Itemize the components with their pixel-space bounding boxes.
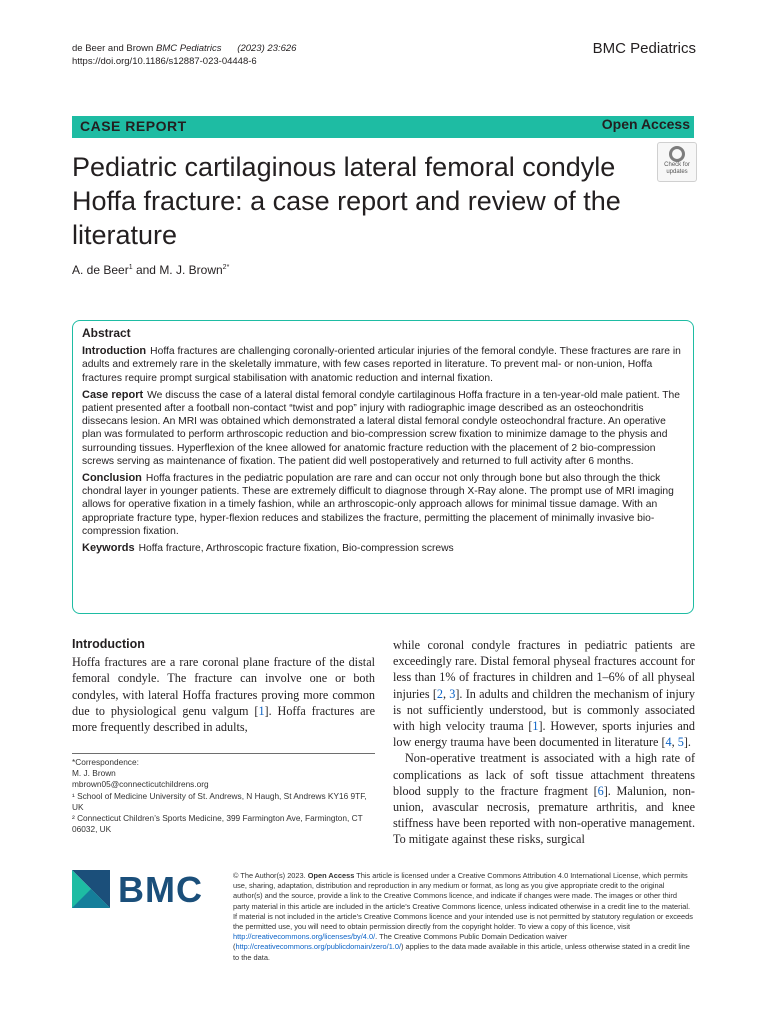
body-text: ,	[671, 735, 678, 750]
author-2-affiliation: 2*	[222, 264, 230, 271]
header-volume: (2023) 23:626	[237, 43, 297, 54]
license-body: This article is licensed under a Creative Commons Attribution 4.0 International License, which permits use, sharing, adaptation, distribution and reproduction in any medium or format, as long as you give appropriate credit to the original author(s) and the source, provide a link to the Creative Commons licence, and indicate if changes were made. The images or other third party material in this article are included in the article’s Creative Commons licence, unless indicated otherwise in a credit line to the material. If material is not included in the article’s Creative Commons licence and your intended use is not permitted by statutory regulation or exceeds the permitted use, you will need to obtain permission directly from the copyright holder. To view a copy of this licence, visit	[233, 871, 693, 932]
body-text: ]. However, sports injuries and low energy trauma have been documented in literature [	[393, 719, 695, 750]
abstract-introduction	[82, 345, 685, 385]
abstract-conclusion-label: Conclusion	[82, 472, 142, 485]
header-authors: de Beer and Brown	[72, 43, 154, 54]
body-text: Hoffa fractures are a rare coronal plane fracture of the distal femoral condyle. The fracture can involve one or both condyles, with lateral Hoffa fractures proving more common due to physiological genu valgum [	[72, 655, 375, 718]
citation-link[interactable]: 1	[258, 703, 265, 718]
check-updates-line1: Check for	[664, 162, 690, 168]
body-text: ]. In adults and children the mechanism of injury is not sufficiently understood, but is commonly associated with high velocity trauma [	[393, 686, 695, 734]
open-access-label: Open Access	[601, 116, 690, 132]
abstract-intro-label: Introduction	[82, 345, 147, 358]
check-updates-line2: updates	[666, 169, 688, 175]
abstract-heading: Abstract	[82, 326, 131, 340]
body-text: ,	[442, 686, 450, 701]
waiver-link[interactable]: http://creativecommons.org/publicdomain/zero/1.0/	[235, 942, 402, 952]
footnote-divider	[72, 753, 375, 754]
license-body: . The Creative Commons Public Domain Dedication waiver (	[233, 932, 568, 952]
body-text: ]. Hoffa fractures are more frequently described in adults,	[72, 703, 375, 735]
body-right-column	[393, 637, 695, 848]
bmc-logo-mark-icon	[72, 870, 110, 908]
abstract-intro-text: Hoffa fractures are challenging coronally-oriented articular injuries of the femoral condyle. These fractures are rare in adults and extremely rare in the skeletally immature, with few cases reported in literature. To prevent mal- or non-union, Hoffa fractures require prompt surgical stabilisation with anatomic reduction and internal fixation.	[82, 346, 681, 384]
author-1-affiliation: 1	[128, 264, 133, 271]
citation-link[interactable]: 3	[449, 686, 456, 701]
citation-link[interactable]: 2	[436, 686, 443, 701]
license-link[interactable]: http://creativecommons.org/licenses/by/4.0/	[233, 932, 376, 942]
article-type-label: CASE REPORT	[80, 118, 187, 134]
abstract-keywords-label: Keywords	[82, 542, 135, 555]
body-text: ]. Malunion, non-union, avascular necrosis, premature arthritis, and knee stiffness have been reported with non-operative management. To mitigate against these risks, surgical	[393, 783, 695, 847]
abstract-keywords	[82, 542, 685, 555]
check-updates-icon	[669, 146, 685, 162]
introduction-heading: Introduction	[72, 637, 145, 651]
author-separator: and	[132, 263, 160, 277]
header-journal: BMC Pediatrics	[155, 43, 222, 54]
affiliation-1: ¹ School of Medicine University of St. Andrews, N Haugh, St Andrews KY16 9TF, UK	[72, 790, 367, 812]
abstract-case-report	[82, 389, 685, 468]
author-list	[72, 263, 229, 277]
license-body: ) applies to the data made available in this article, unless otherwise stated in a credit line to the data.	[233, 942, 690, 962]
copyright: © The Author(s) 2023.	[233, 871, 306, 880]
body-text: ].	[683, 735, 691, 750]
body-left-column	[72, 636, 375, 735]
abstract-case-label: Case report	[82, 388, 144, 401]
author-2[interactable]: M. J. Brown	[159, 263, 223, 277]
license-open-access: Open Access	[307, 871, 355, 880]
body-text: while coronal condyle fractures in pediatric patients are exceedingly rare. Distal femoral physeal fractures account for less than 1% of fractures in children and 1–6% of all physeal injuries [	[393, 638, 695, 701]
citation-link[interactable]: 1	[532, 719, 539, 734]
author-1[interactable]: A. de Beer	[72, 263, 129, 277]
abstract-keywords-text: Hoffa fracture, Arthroscopic fracture fixation, Bio-compression screws	[138, 543, 454, 555]
header-doi[interactable]: https://doi.org/10.1186/s12887-023-04448-6	[72, 56, 257, 67]
running-header	[72, 42, 296, 68]
citation-link[interactable]: 5	[677, 735, 684, 750]
citation-link[interactable]: 6	[597, 783, 604, 798]
affiliation-2: ² Connecticut Children’s Sports Medicine, 399 Farmington Ave, Farmington, CT 06032, UK	[72, 813, 363, 835]
license-text	[233, 871, 695, 963]
journal-name: BMC Pediatrics	[592, 40, 696, 57]
abstract-conclusion-text: Hoffa fractures in the pediatric population are rare and can occur not only through bone but also through the thick chondral layer in younger patients. These are extremely difficult to diagnose through X-Ray alone. The prompt use of MRI imaging allows for operative fixation in a timely fashion, while an arthroscopic-only approach allows for minimal tissue damage. With an appropriate fracture type, hyper-flexion reduces and stabilizes the fracture, permitting the placement of minimally invasive bio-compression fixation.	[82, 473, 674, 537]
abstract-conclusion	[82, 472, 685, 538]
article-type-banner	[72, 116, 694, 138]
body-paragraph	[393, 750, 695, 847]
citation-link[interactable]: 4	[665, 735, 672, 750]
abstract-box	[72, 320, 694, 614]
correspondence-label: *Correspondence:	[72, 757, 139, 767]
article-title: Pediatric cartilaginous lateral femoral condyle Hoffa fracture: a case report and review of the literature	[72, 152, 621, 250]
body-paragraph	[72, 654, 375, 735]
bmc-logo-text: BMC	[118, 869, 203, 910]
footnotes	[72, 757, 375, 835]
correspondence-name: M. J. Brown	[72, 768, 116, 779]
bmc-logo	[72, 870, 212, 920]
abstract-case-text: We discuss the case of a lateral distal femoral condyle cartilaginous Hoffa fracture in a ten-year-old male patient. The patient presented after a football non-contact “twist and pop” injury with radiographic image described as an osteochondritis dissecans lesion. An MRI was obtained which demonstrated a lateral distal femoral condyle osteochondral fracture. An operative plan was formulated to perform arthroscopic reduction and bio-compression screw fixation to minimize damage to the physis and surrounding tissues. Hyperflexion of the knee allowed for anatomic fracture reduction with the placement of 2 bio-compression screws serving as maintenance of fixation. The patient did well postoperatively and returned to full activity after 6 months.	[82, 389, 680, 467]
correspondence-email[interactable]: mbrown05@connecticutchildrens.org	[72, 779, 209, 790]
check-for-updates-button[interactable]	[657, 142, 697, 182]
body-paragraph	[393, 637, 695, 750]
body-text: Non-operative treatment is associated with a high rate of complications as lack of soft tissue attachment threatens blood supply to the fracture fragment [	[393, 751, 695, 798]
